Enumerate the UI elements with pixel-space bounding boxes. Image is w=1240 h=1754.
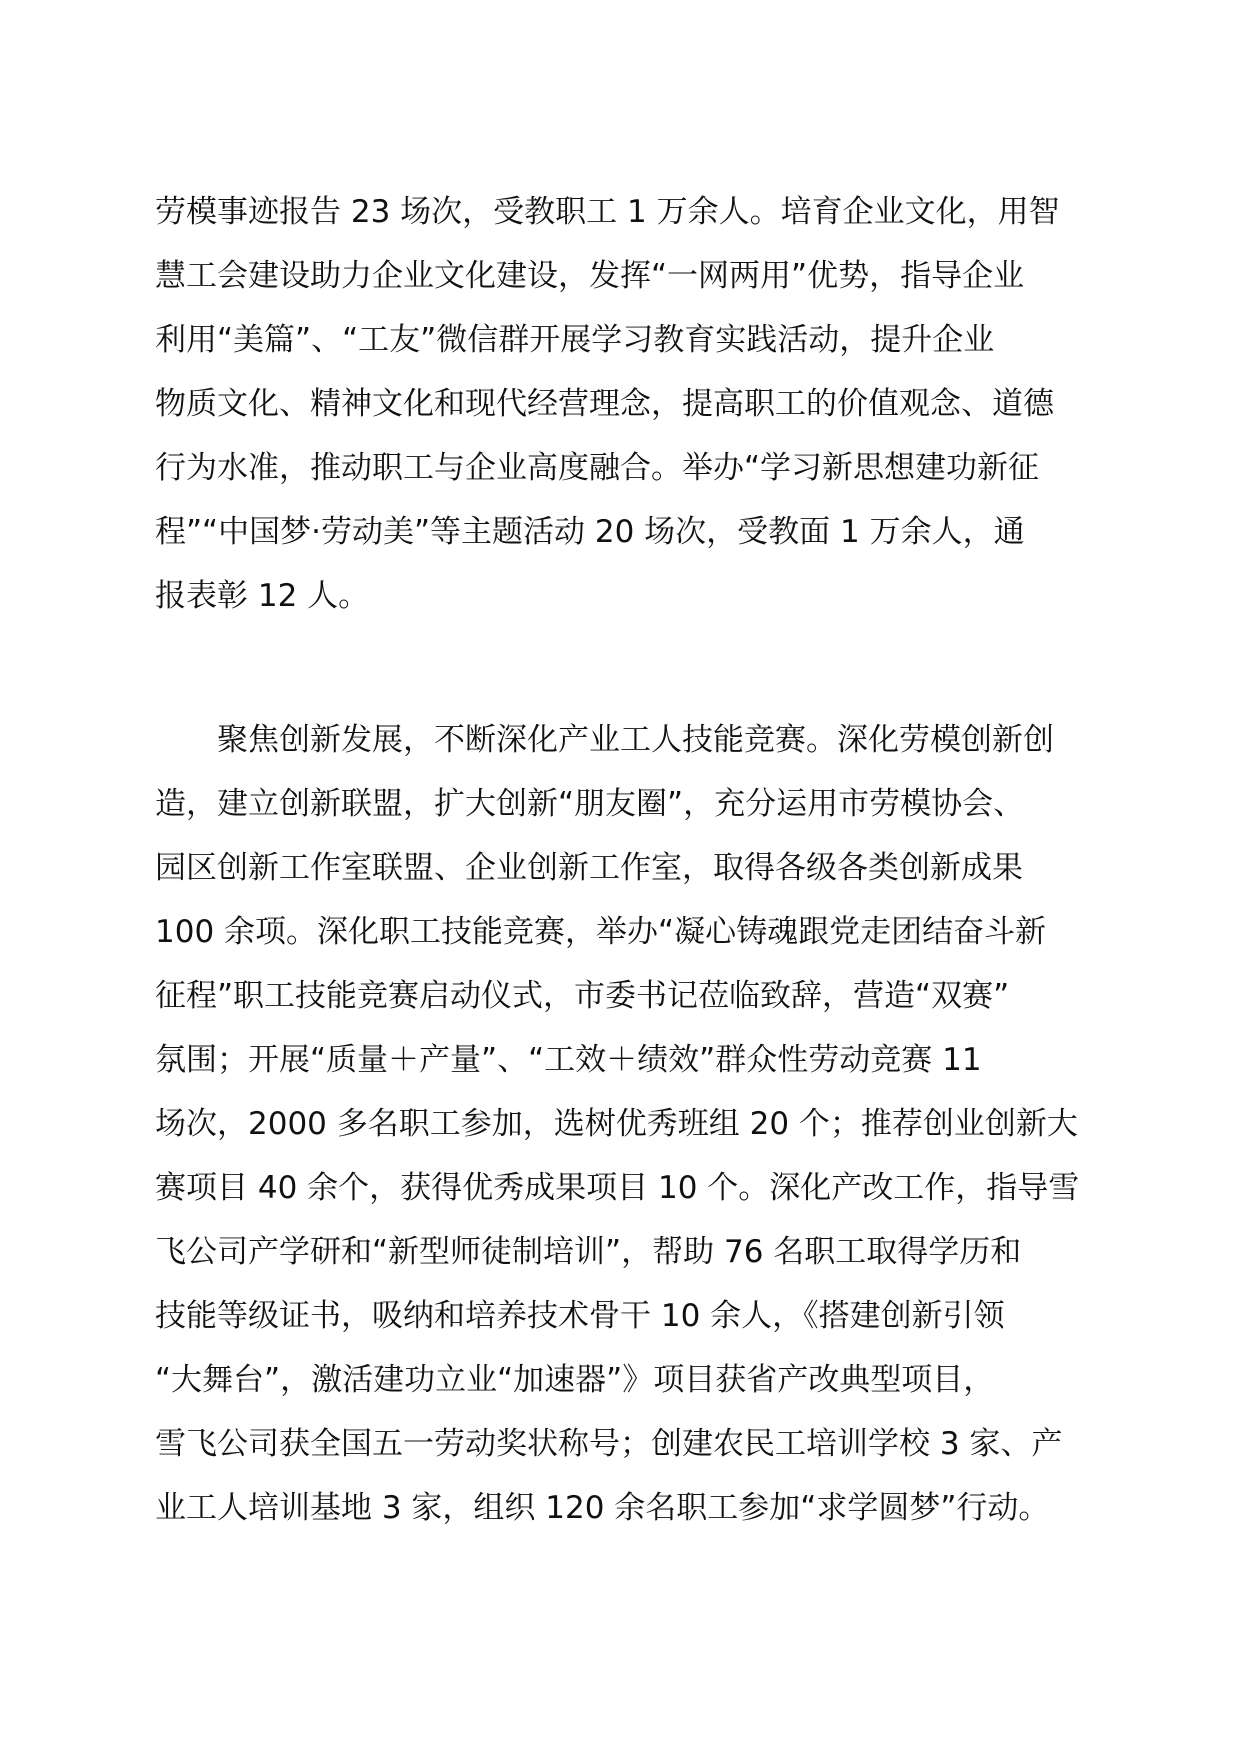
text-line: 赛项目 40 余个，获得优秀成果项目 10 个。深化产改工作，指导雪 [155,1170,1080,1206]
text-line: 100 余项。深化职工技能竞赛，举办“凝心铸魂跟党走团结奋斗新 [155,914,1047,950]
text-line: 劳模事迹报告 23 场次，受教职工 1 万余人。培育企业文化，用智 [155,194,1060,230]
text-line: 慧工会建设助力企业文化建设，发挥“一网两用”优势，指导企业 [155,258,1025,294]
text-line: 行为水准，推动职工与企业高度融合。举办“学习新思想建功新征 [155,450,1040,486]
text-line: 物质文化、精神文化和现代经营理念，提高职工的价值观念、道德 [155,386,1054,422]
text-line: 造，建立创新联盟，扩大创新“朋友圈”，充分运用市劳模协会、 [155,786,1025,822]
text-line-indented: 聚焦创新发展，不断深化产业工人技能竞赛。深化劳模创新创 [217,722,1054,758]
text-line: 技能等级证书，吸纳和培养技术骨干 10 余人，《搭建创新引领 [155,1298,1005,1334]
text-line: 氛围；开展“质量＋产量”、“工效＋绩效”群众性劳动竞赛 11 [155,1042,982,1078]
text-line: 程”“中国梦·劳动美”等主题活动 20 场次，受教面 1 万余人，通 [155,514,1025,550]
paragraph-continuation [155,180,1085,628]
text-line: “大舞台”，激活建功立业“加速器”》项目获省产改典型项目， [155,1362,995,1398]
text-line: 飞公司产学研和“新型师徒制培训”，帮助 76 名职工取得学历和 [155,1234,1022,1270]
text-line: 业工人培训基地 3 家，组织 120 余名职工参加“求学圆梦”行动。 [155,1490,1050,1526]
text-line: 征程”职工技能竞赛启动仪式，市委书记莅临致辞，营造“双赛” [155,978,1010,1014]
text-line: 园区创新工作室联盟、企业创新工作室，取得各级各类创新成果 [155,850,1023,886]
text-line: 雪飞公司获全国五一劳动奖状称号；创建农民工培训学校 3 家、产 [155,1426,1063,1462]
paragraph-innovation [155,708,1085,1540]
text-line: 场次，2000 多名职工参加，选树优秀班组 20 个；推荐创业创新大 [155,1106,1078,1142]
text-line: 利用“美篇”、“工友”微信群开展学习教育实践活动，提升企业 [155,322,995,358]
text-line: 报表彰 12 人。 [155,578,370,614]
